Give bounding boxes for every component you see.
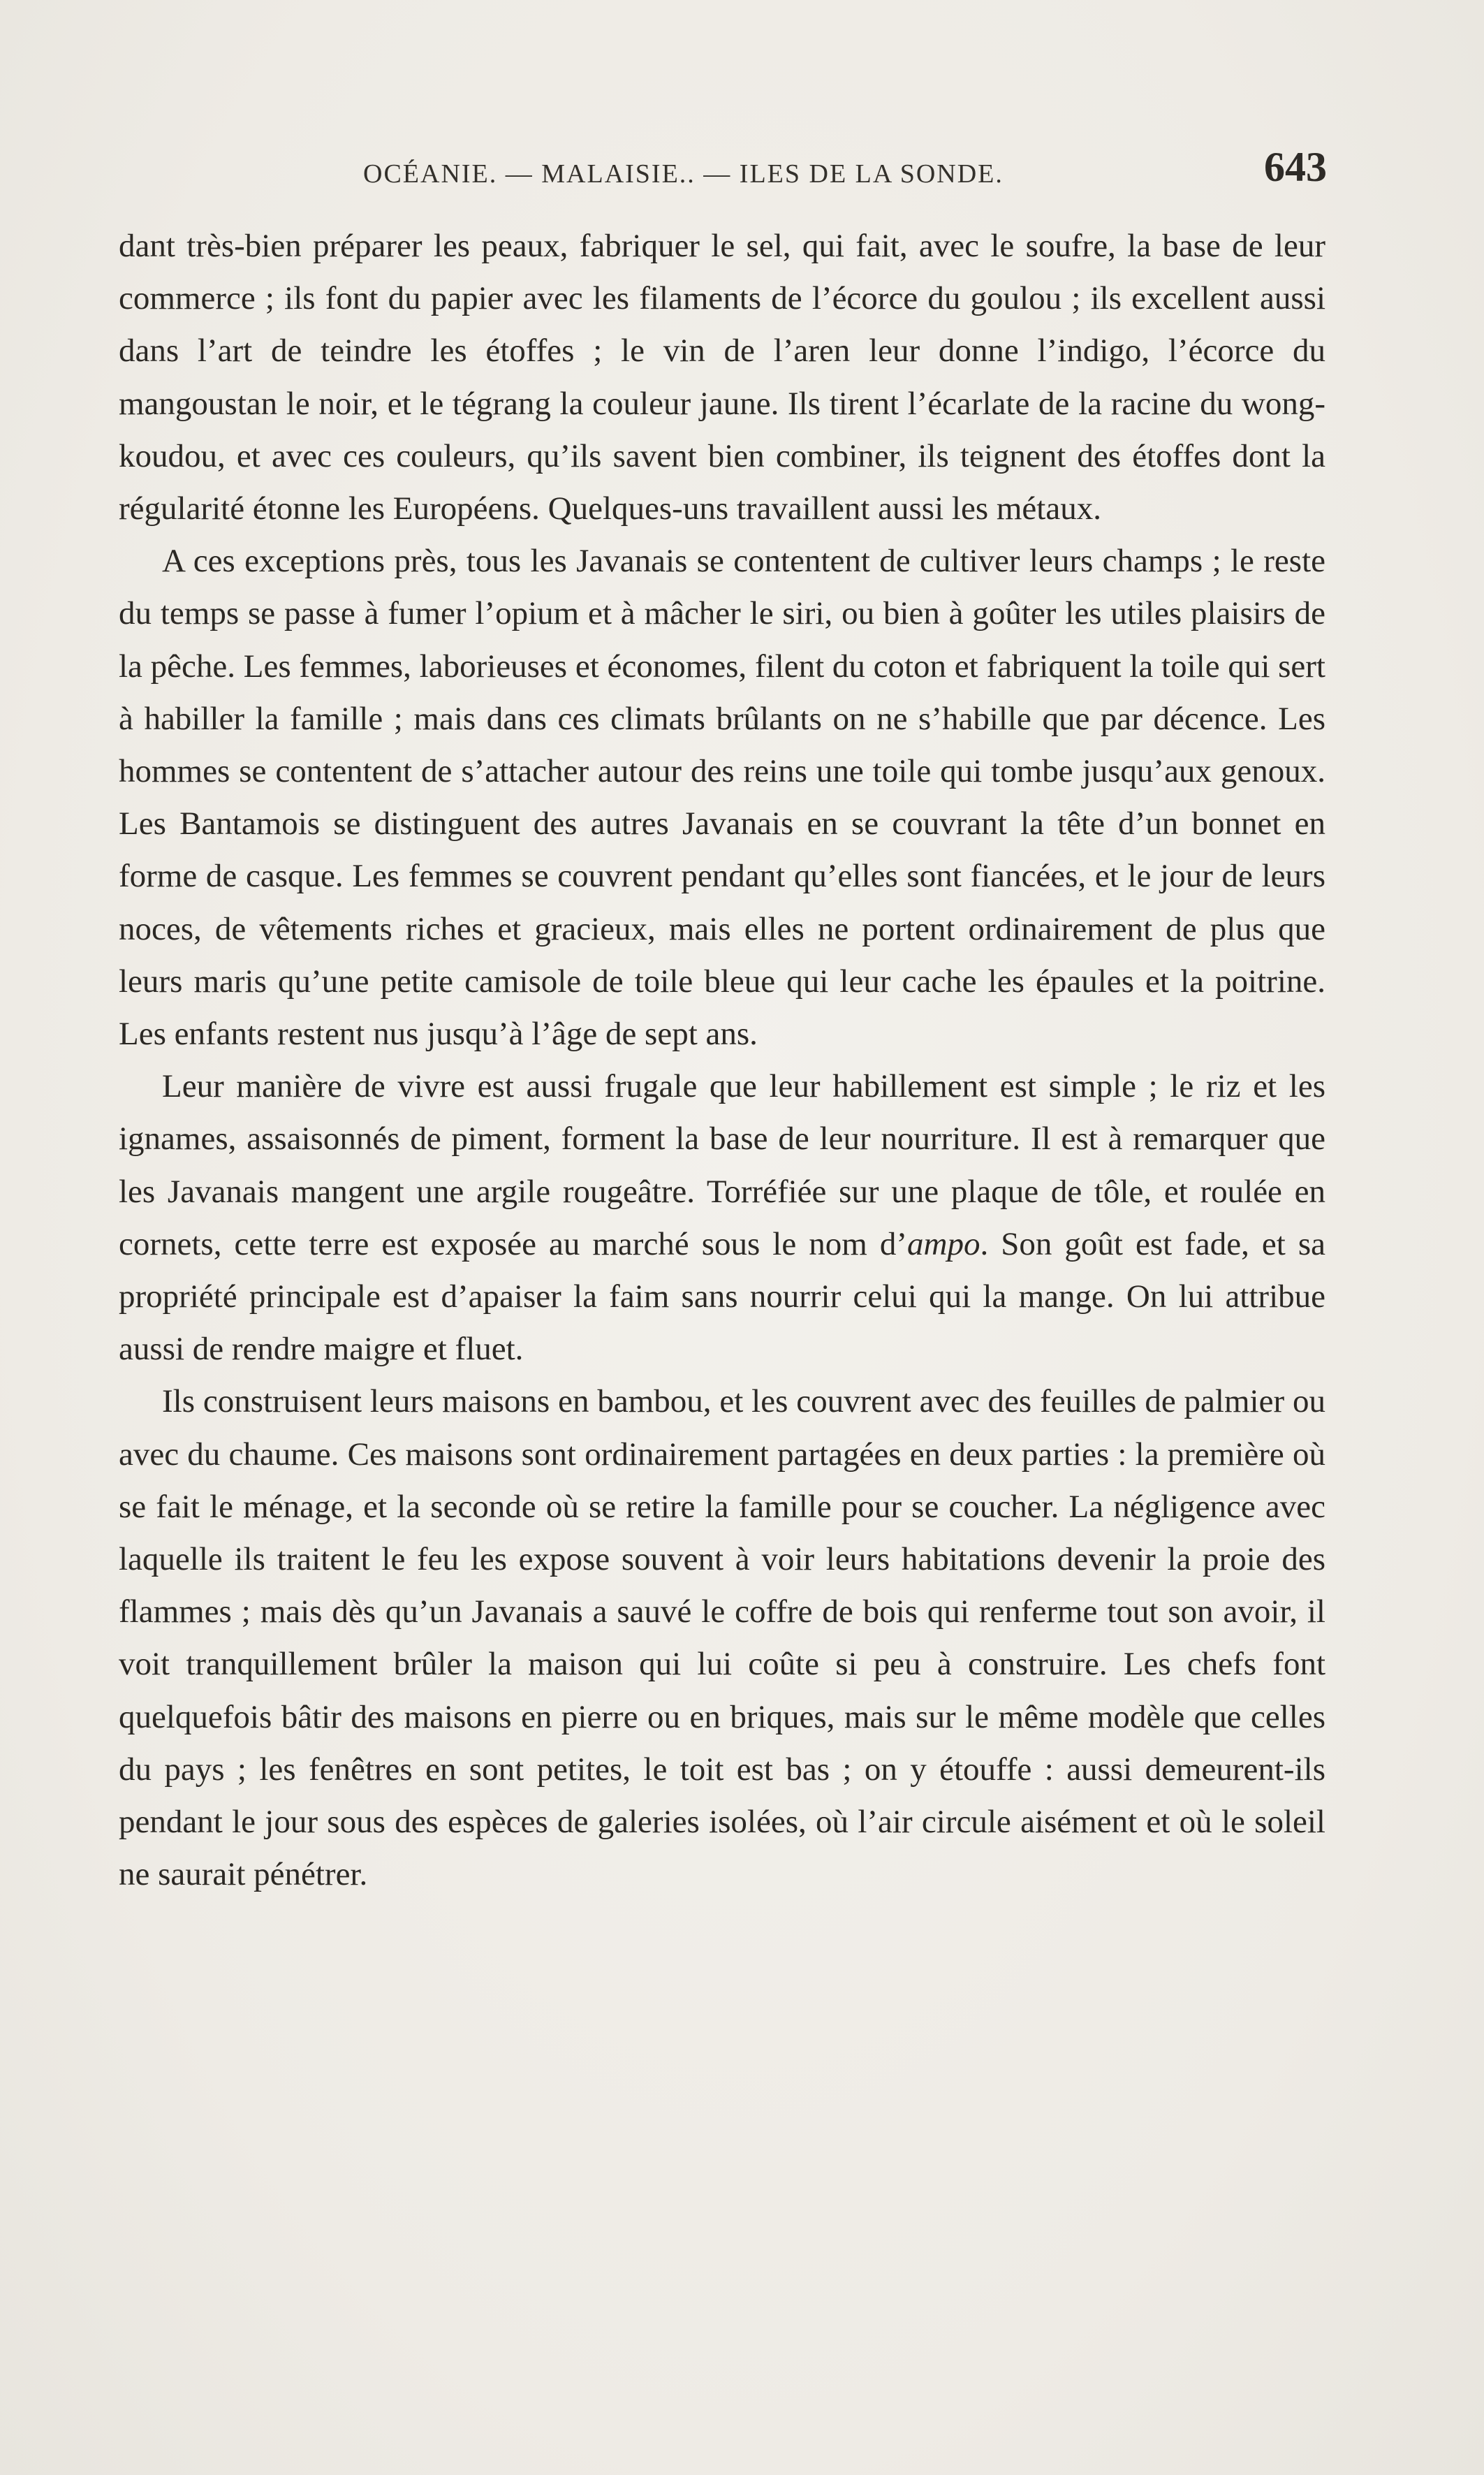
paragraph-text-continued: . Son goût est fade, et sa propriété principale est d’apaiser la faim sans nourrir celui qui la mange. On lui attribue aussi de rendre maigre et fluet. <box>119 1225 1326 1368</box>
paragraph-text: A ces exceptions près, tous les Javanais se contentent de cultiver leurs champs ; le reste du temps se passe à fumer l’opium et à mâcher le siri, ou bien à goûter les utiles plaisirs de la pêche. Les femmes, laborieuses et économes, filent du coton et fabriquent la toile qui sert à habiller la famille ; mais dans ces climats brûlants on ne s’habille que par décence. Les hommes se contentent de s’attacher autour des reins une toile qui tombe jusqu’aux genoux. Les Bantamois se distinguent des autres Javanais en se couvrant la tête d’un bonnet en forme de casque. Les femmes se couvrent pendant qu’elles sont fiancées, et le jour de leurs noces, de vêtements riches et gracieux, mais elles ne portent ordinairement de plus que leurs maris qu’une petite camisole de toile bleue qui leur cache les épaules et la poitrine. Les enfants restent nus jusqu’à l’âge de sept ans. <box>119 543 1325 1053</box>
paragraph-text: Ils construisent leurs maisons en bambou, et les couvrent avec des feuilles de palmier ou avec du chaume. Ces maisons sont ordinairement partagées en deux parties : la première où se fait le ménage, et la seconde où se retire la famille pour se coucher. La négligence avec laquelle ils traitent le feu les expose souvent à voir leurs habitations devenir la proie des flammes ; mais dès qu’un Javanais a sauvé le coffre de bois qui renferme tout son avoir, il voit tranquillement brûler la maison qui lui coûte si peu à construire. Les chefs font quelquefois bâtir des maisons en pierre ou en briques, mais sur le même modèle que celles du pays ; les fenêtres en sont petites, le toit est bas ; on y étouffe : aussi demeurent-ils pendant le jour sous des espèces de galeries isolées, où l’air circule aisément et où le soleil ne saurait pénétrer. <box>119 1383 1325 1893</box>
paragraph <box>119 535 1325 1060</box>
paragraph <box>119 1375 1325 1901</box>
running-title: OCÉANIE. — MALAISIE.. — ILES DE LA SONDE. <box>363 159 1004 189</box>
body-text <box>119 220 1325 1901</box>
page-number: 643 <box>1264 144 1327 190</box>
paragraph <box>119 1060 1325 1375</box>
page-header <box>119 143 1327 192</box>
paragraph-text: Leur manière de vivre est aussi frugale que leur habillement est simple ; le riz et les ignames, assaisonnés de piment, forment la base de leur nourriture. Il est à remarquer que les Javanais mangent une argile rougeâtre. Torréfiée sur une plaque de tôle, et roulée en cornets, cette terre est exposée au marché sous le nom d’ <box>119 1068 1325 1262</box>
italic-term: ampo <box>907 1225 980 1262</box>
paragraph-text: dant très-bien préparer les peaux, fabriquer le sel, qui fait, avec le soufre, la base de leur commerce ; ils font du papier avec les filaments de l’écorce du goulou ; ils excellent aussi dans l’art de teindre les étoffes ; le vin de l’aren leur donne l’indigo, l’écorce du mangoustan le noir, et le tégrang la couleur jaune. Ils tirent l’écarlate de la racine du wong-koudou, et avec ces couleurs, qu’ils savent bien combiner, ils teignent des étoffes dont la régularité étonne les Européens. Quelques-uns travaillent aussi les métaux. <box>119 228 1325 527</box>
paragraph <box>119 220 1325 535</box>
